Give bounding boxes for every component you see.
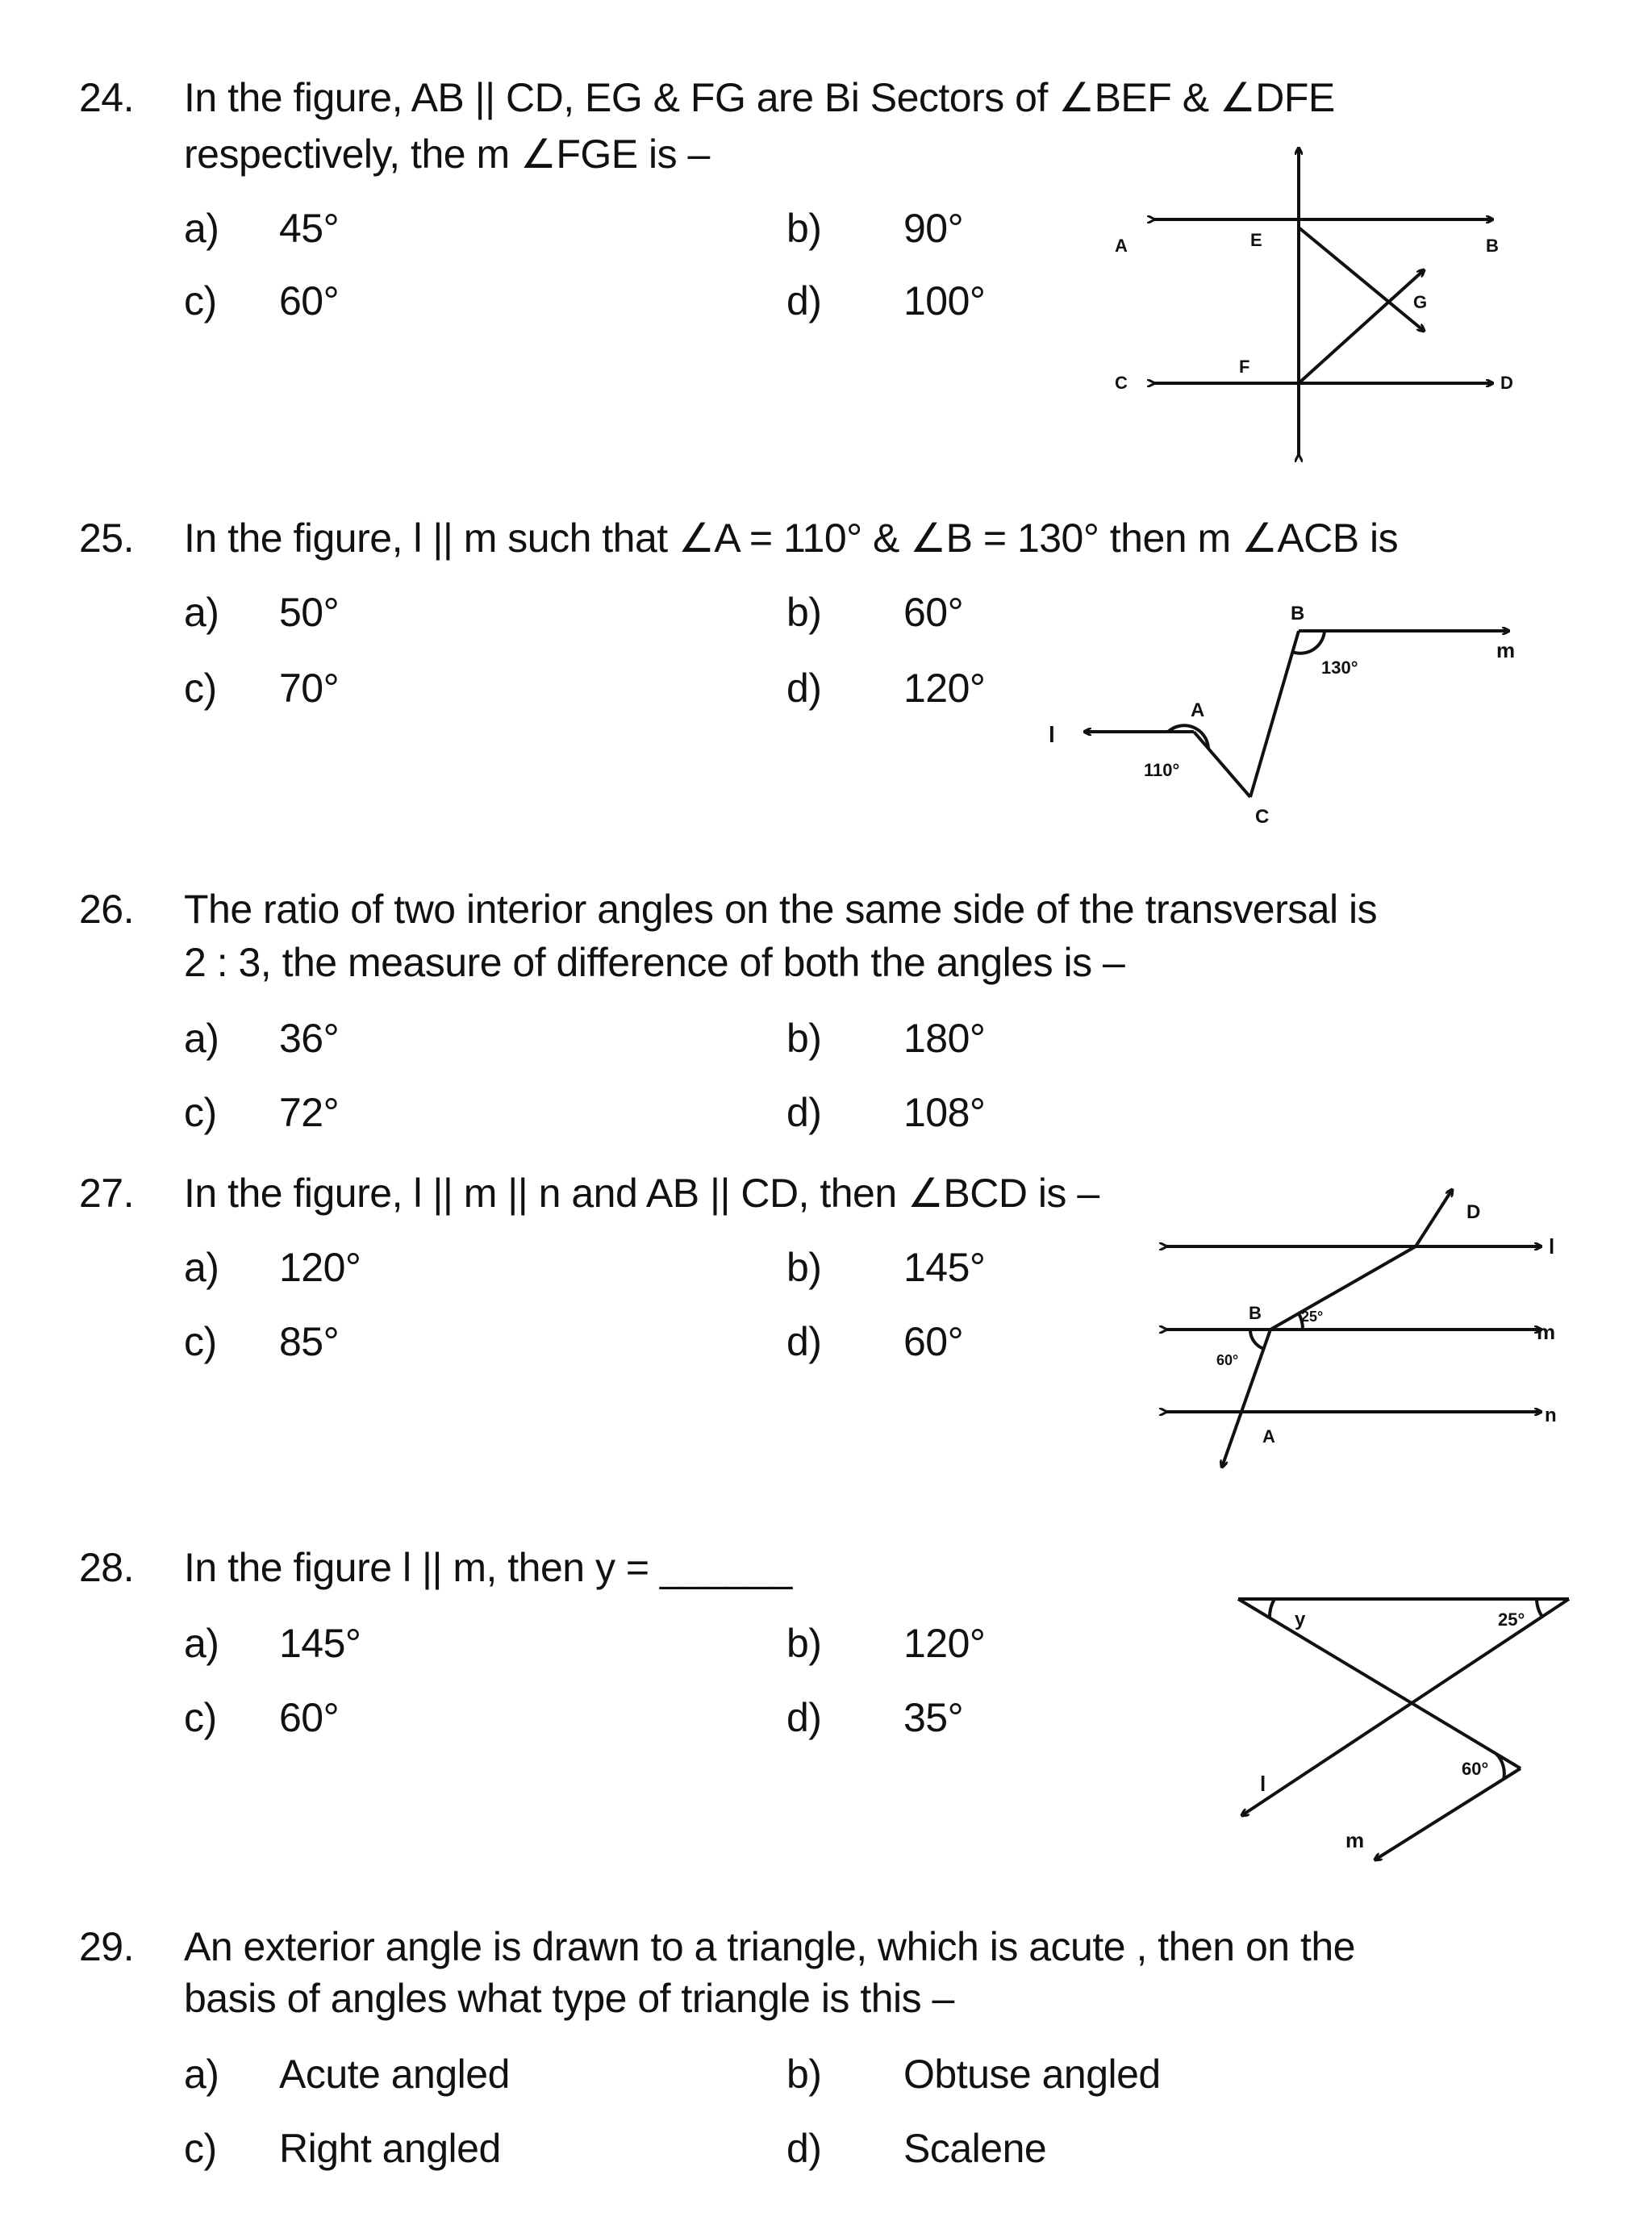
q29-option-c-value: Right angled xyxy=(279,2126,501,2171)
q26-option-b-key: b) xyxy=(786,1016,822,1061)
label-c: C xyxy=(1115,373,1128,393)
label-l: l xyxy=(1260,1772,1266,1796)
question-25-number: 25. xyxy=(79,516,135,561)
label-a: A xyxy=(1115,236,1128,256)
label-d: D xyxy=(1466,1201,1481,1223)
label-y: y xyxy=(1295,1609,1306,1630)
q27-option-c-key: c) xyxy=(184,1319,217,1364)
label-l: l xyxy=(1549,1234,1555,1259)
segment-ac xyxy=(1194,732,1250,797)
label-n: n xyxy=(1545,1405,1557,1426)
q27-option-b-key: b) xyxy=(786,1245,822,1290)
q26-option-a-key: a) xyxy=(184,1016,219,1061)
q28-option-b-value: 120° xyxy=(903,1621,986,1666)
q28-option-d-key: d) xyxy=(786,1695,822,1740)
line-m-segment xyxy=(1238,1599,1521,1768)
label-m: m xyxy=(1537,1320,1556,1344)
q24-option-b-key: b) xyxy=(786,206,822,251)
question-24-number: 24. xyxy=(79,75,135,120)
q29-option-a-value: Acute angled xyxy=(279,2052,510,2097)
angle-arc-60 xyxy=(1250,1330,1264,1349)
q29-option-b-key: b) xyxy=(786,2052,822,2097)
q29-option-a-key: a) xyxy=(184,2052,219,2097)
q25-option-b-key: b) xyxy=(786,590,822,635)
line-bc xyxy=(1270,1246,1416,1330)
q26-option-b-value: 180° xyxy=(903,1016,986,1061)
label-a: A xyxy=(1191,699,1205,721)
q28-option-a-value: 145° xyxy=(279,1621,361,1666)
label-d: D xyxy=(1500,373,1513,393)
line-m xyxy=(1375,1768,1521,1860)
figure-q27 xyxy=(1129,1170,1581,1476)
question-29-text-line-1: An exterior angle is drawn to a triangle, which is acute , then on the xyxy=(184,1924,1355,1969)
q26-option-c-value: 72° xyxy=(279,1090,340,1135)
question-28-number: 28. xyxy=(79,1545,135,1590)
question-24-text-line-1: In the figure, AB || CD, EG & FG are Bi Sectors of ∠BEF & ∠DFE xyxy=(184,75,1335,120)
label-b: B xyxy=(1486,236,1499,256)
q29-option-c-key: c) xyxy=(184,2126,217,2171)
label-angle-25: 25° xyxy=(1301,1309,1324,1325)
label-angle-60: 60° xyxy=(1462,1759,1489,1779)
q25-option-d-key: d) xyxy=(786,666,822,711)
q28-option-c-key: c) xyxy=(184,1695,217,1740)
figure-q25 xyxy=(1024,581,1557,847)
q25-option-a-value: 50° xyxy=(279,590,340,635)
label-g: G xyxy=(1413,292,1428,312)
q24-option-b-value: 90° xyxy=(903,206,964,251)
q28-option-c-value: 60° xyxy=(279,1695,340,1740)
q27-option-a-value: 120° xyxy=(279,1245,361,1290)
label-c: C xyxy=(1255,806,1270,828)
question-29-number: 29. xyxy=(79,1924,135,1969)
label-b: B xyxy=(1291,603,1305,624)
label-l: l xyxy=(1049,722,1055,747)
question-27-text-line-1: In the figure, l || m || n and AB || CD, then ∠BCD is – xyxy=(184,1171,1099,1216)
angle-arc-y xyxy=(1270,1599,1274,1618)
q25-option-d-value: 120° xyxy=(903,666,986,711)
figure-q24 xyxy=(1097,137,1533,476)
label-f: F xyxy=(1239,357,1250,377)
question-26-text-line-1: The ratio of two interior angles on the same side of the transversal is xyxy=(184,887,1378,932)
label-angle-60: 60° xyxy=(1216,1352,1239,1368)
label-angle-25: 25° xyxy=(1498,1609,1525,1630)
q28-option-a-key: a) xyxy=(184,1621,219,1666)
angle-arc-25 xyxy=(1537,1599,1542,1617)
q26-option-c-key: c) xyxy=(184,1090,217,1135)
q24-option-c-value: 60° xyxy=(279,278,340,324)
q27-option-c-value: 85° xyxy=(279,1319,340,1364)
bisector-fg xyxy=(1299,270,1424,383)
q24-option-c-key: c) xyxy=(184,278,217,324)
q24-option-a-value: 45° xyxy=(279,206,340,251)
q27-option-b-value: 145° xyxy=(903,1245,986,1290)
q24-option-a-key: a) xyxy=(184,206,219,251)
q26-option-d-value: 108° xyxy=(903,1090,986,1135)
angle-arc-a xyxy=(1168,725,1208,748)
q28-option-b-key: b) xyxy=(786,1621,822,1666)
q27-option-a-key: a) xyxy=(184,1245,219,1290)
q29-option-d-key: d) xyxy=(786,2126,822,2171)
question-27-number: 27. xyxy=(79,1171,135,1216)
label-m: m xyxy=(1345,1828,1365,1852)
q24-option-d-value: 100° xyxy=(903,278,986,324)
q27-option-d-value: 60° xyxy=(903,1319,964,1364)
label-a: A xyxy=(1262,1426,1275,1447)
q25-option-a-key: a) xyxy=(184,590,219,635)
bisector-eg xyxy=(1299,228,1424,331)
q25-option-c-value: 70° xyxy=(279,666,340,711)
q25-option-b-value: 60° xyxy=(903,590,964,635)
q26-option-a-value: 36° xyxy=(279,1016,340,1061)
label-angle-b: 130° xyxy=(1321,658,1358,678)
q27-option-d-key: d) xyxy=(786,1319,822,1364)
question-29-text-line-2: basis of angles what type of triangle is this – xyxy=(184,1976,954,2021)
label-angle-a: 110° xyxy=(1144,760,1180,780)
q25-option-c-key: c) xyxy=(184,666,217,711)
q29-option-b-value: Obtuse angled xyxy=(903,2052,1161,2097)
q29-option-d-value: Scalene xyxy=(903,2126,1047,2171)
question-25-text-line-1: In the figure, l || m such that ∠A = 110° & ∠B = 130° then m ∠ACB is xyxy=(184,516,1399,561)
line-cd xyxy=(1416,1190,1452,1246)
question-26-text-line-2: 2 : 3, the measure of difference of both the angles is – xyxy=(184,940,1125,985)
label-b: B xyxy=(1249,1303,1262,1323)
segment-cb xyxy=(1250,631,1299,797)
question-28-text-line-1: In the figure l || m, then y = ______ xyxy=(184,1545,792,1590)
question-26-number: 26. xyxy=(79,887,135,932)
q24-option-d-key: d) xyxy=(786,278,822,324)
label-m: m xyxy=(1496,638,1516,662)
q26-option-d-key: d) xyxy=(786,1090,822,1135)
label-e: E xyxy=(1250,230,1262,250)
figure-q28 xyxy=(1194,1581,1581,1888)
question-24-text-line-2: respectively, the m ∠FGE is – xyxy=(184,132,710,177)
q28-option-d-value: 35° xyxy=(903,1695,964,1740)
